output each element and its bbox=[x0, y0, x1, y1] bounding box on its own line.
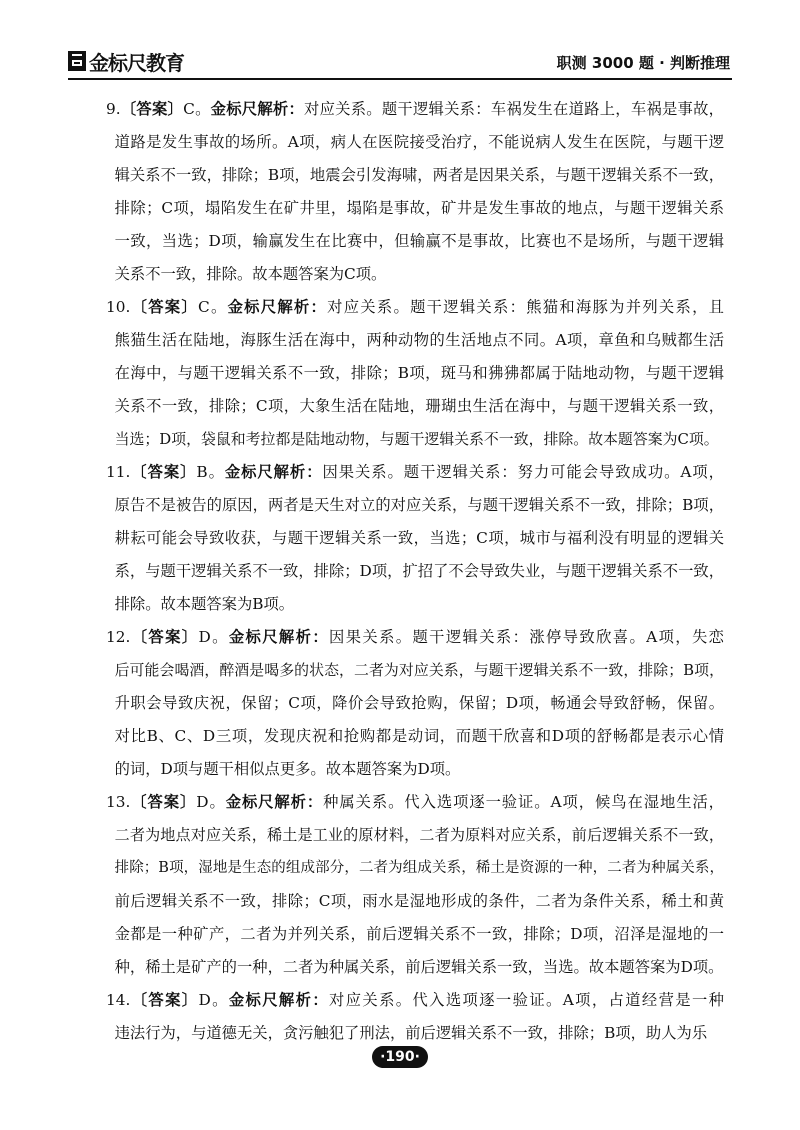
answer-paragraph bbox=[84, 621, 724, 786]
logo-icon bbox=[68, 51, 86, 71]
line-text: 后可能会喝酒，醉酒是喝多的状态，二者为对应关系，与题干逻辑关系不一致，排除；B项， bbox=[114, 661, 724, 679]
analysis-label: 金标尺解析： bbox=[224, 463, 323, 481]
paragraph-line bbox=[84, 93, 724, 126]
paragraph-line bbox=[84, 159, 724, 192]
paragraph-line bbox=[84, 456, 724, 489]
logo-text: 金标尺教育 bbox=[89, 50, 184, 75]
line-text: 道路是发生事故的场所。A项，病人在医院接受治疗，不能说病人发生在医院，与题干逻 bbox=[114, 133, 724, 151]
answer-paragraph bbox=[84, 93, 724, 291]
line-text: 排除；B项，湿地是生态的组成部分，二者为组成关系，稀土是资源的一种，二者为种属关系， bbox=[114, 860, 724, 876]
line-text: 关系不一致，排除；C项，大象生活在陆地，珊瑚虫生活在海中，与题干逻辑关系一致， bbox=[114, 397, 724, 415]
paragraph-line bbox=[84, 588, 724, 621]
line-text: 二者为地点对应关系，稀土是工业的原材料，二者为原料对应关系，前后逻辑关系不一致， bbox=[114, 826, 724, 844]
analysis-label: 金标尺解析： bbox=[228, 991, 330, 1009]
line-text: 种，稀土是矿产的一种，二者为种属关系，前后逻辑关系一致，当选。故本题答案为D项。 bbox=[114, 958, 724, 976]
paragraph-line bbox=[84, 720, 724, 753]
paragraph-line bbox=[84, 126, 724, 159]
line-text: 金都是一种矿产，二者为并列关系，前后逻辑关系不一致，排除；D项，沼泽是湿地的一 bbox=[114, 925, 724, 943]
answer-value: B。 bbox=[196, 463, 225, 481]
paragraph-line bbox=[84, 852, 724, 885]
answer-value: D。 bbox=[198, 628, 229, 646]
paragraph-line bbox=[84, 324, 724, 357]
question-number: 14. bbox=[106, 991, 131, 1009]
page-header bbox=[68, 44, 732, 80]
line-text: 因果关系。题干逻辑关系：涨停导致欣喜。A项，失恋 bbox=[329, 628, 724, 646]
answer-value: C。 bbox=[183, 100, 211, 118]
line-text: 对应关系。代入选项逐一验证。A项，占道经营是一种 bbox=[329, 991, 724, 1009]
answer-label: 〔答案〕 bbox=[130, 298, 198, 316]
answer-explanations bbox=[84, 93, 724, 1050]
paragraph-line bbox=[84, 258, 724, 291]
line-text: 前后逻辑关系不一致，排除；C项，雨水是湿地形成的条件，二者为条件关系，稀土和黄 bbox=[114, 892, 724, 910]
answer-value: D。 bbox=[196, 793, 226, 811]
answer-label: 〔答案〕 bbox=[130, 463, 197, 481]
line-text: 对应关系。题干逻辑关系：车祸发生在道路上，车祸是事故， bbox=[304, 100, 724, 118]
book-title: 职测 3000 题 · 判断推理 bbox=[556, 54, 730, 72]
line-text: 耕耘可能会导致收获，与题干逻辑关系一致，当选；C项，城市与福利没有明显的逻辑关 bbox=[114, 529, 724, 547]
paragraph-line bbox=[84, 984, 724, 1017]
analysis-label: 金标尺解析： bbox=[227, 298, 328, 316]
paragraph-line bbox=[84, 885, 724, 918]
analysis-label: 金标尺解析： bbox=[210, 100, 305, 118]
line-text: 辑关系不一致，排除；B项，地震会引发海啸，两者是因果关系，与题干逻辑关系不一致， bbox=[114, 166, 724, 184]
paragraph-line bbox=[84, 654, 724, 687]
paragraph-line bbox=[84, 357, 724, 390]
line-text: 对比B、C、D三项，发现庆祝和抢购都是动词，而题干欣喜和D项的舒畅都是表示心情 bbox=[114, 727, 724, 745]
answer-paragraph bbox=[84, 291, 724, 456]
paragraph-line bbox=[84, 390, 724, 423]
answer-paragraph bbox=[84, 456, 724, 621]
answer-paragraph bbox=[84, 984, 724, 1050]
paragraph-line bbox=[84, 753, 724, 786]
line-text: 排除；C项，塌陷发生在矿井里，塌陷是事故，矿井是发生事故的地点，与题干逻辑关系 bbox=[114, 199, 724, 217]
line-text: 种属关系。代入选项逐一验证。A项，候鸟在湿地生活， bbox=[323, 793, 724, 811]
paragraph-line bbox=[84, 555, 724, 588]
paragraph-line bbox=[84, 522, 724, 555]
answer-label: 〔答案〕 bbox=[120, 100, 184, 118]
line-text: 违法行为，与道德无关，贪污触犯了刑法，前后逻辑关系不一致，排除；B项，助人为乐 bbox=[114, 1024, 708, 1042]
line-text: 熊猫生活在陆地，海豚生活在海中，两种动物的生活地点不同。A项，章鱼和乌贼都生活 bbox=[114, 331, 724, 349]
paragraph-line bbox=[84, 786, 724, 819]
analysis-label: 金标尺解析： bbox=[228, 628, 330, 646]
line-text: 在海中，与题干逻辑关系不一致，排除；B项，斑马和狒狒都属于陆地动物，与题干逻辑 bbox=[114, 364, 724, 382]
answer-paragraph bbox=[84, 786, 724, 984]
publisher-logo bbox=[68, 50, 184, 75]
paragraph-line bbox=[84, 951, 724, 984]
question-number: 12. bbox=[106, 628, 131, 646]
line-text: 的词，D项与题干相似点更多。故本题答案为D项。 bbox=[114, 760, 461, 778]
paragraph-line bbox=[84, 489, 724, 522]
answer-value: C。 bbox=[197, 298, 228, 316]
paragraph-line bbox=[84, 423, 724, 456]
answer-label: 〔答案〕 bbox=[130, 628, 199, 646]
answer-value: D。 bbox=[198, 991, 229, 1009]
line-text: 排除。故本题答案为B项。 bbox=[114, 595, 295, 613]
line-text: 当选；D项，袋鼠和考拉都是陆地动物，与题干逻辑关系不一致，排除。故本题答案为C项。 bbox=[114, 430, 719, 448]
paragraph-line bbox=[84, 291, 724, 324]
paragraph-line bbox=[84, 687, 724, 720]
paragraph-line bbox=[84, 192, 724, 225]
paragraph-line bbox=[84, 918, 724, 951]
line-text: 因果关系。题干逻辑关系：努力可能会导致成功。A项， bbox=[322, 463, 724, 481]
line-text: 对应关系。题干逻辑关系：熊猫和海豚为并列关系，且 bbox=[327, 298, 724, 316]
question-number: 10. bbox=[106, 298, 131, 316]
line-text: 系，与题干逻辑关系不一致，排除；D项，扩招了不会导致失业，与题干逻辑关系不一致， bbox=[114, 562, 724, 580]
question-number: 13. bbox=[106, 793, 131, 811]
paragraph-line bbox=[84, 621, 724, 654]
answer-label: 〔答案〕 bbox=[130, 991, 199, 1009]
analysis-label: 金标尺解析： bbox=[225, 793, 324, 811]
page-number: ·190· bbox=[372, 1046, 428, 1068]
line-text: 关系不一致，排除。故本题答案为C项。 bbox=[114, 265, 387, 283]
line-text: 原告不是被告的原因，两者是天生对立的对应关系，与题干逻辑关系不一致，排除；B项， bbox=[114, 496, 724, 514]
paragraph-line bbox=[84, 225, 724, 258]
line-text: 升职会导致庆祝，保留；C项，降价会导致抢购，保留；D项，畅通会导致舒畅，保留。 bbox=[114, 694, 724, 712]
line-text: 一致，当选；D项，输赢发生在比赛中，但输赢不是事故，比赛也不是场所，与题干逻辑 bbox=[114, 232, 724, 250]
question-number: 9. bbox=[106, 100, 121, 118]
question-number: 11. bbox=[106, 463, 131, 481]
answer-label: 〔答案〕 bbox=[130, 793, 197, 811]
paragraph-line bbox=[84, 819, 724, 852]
